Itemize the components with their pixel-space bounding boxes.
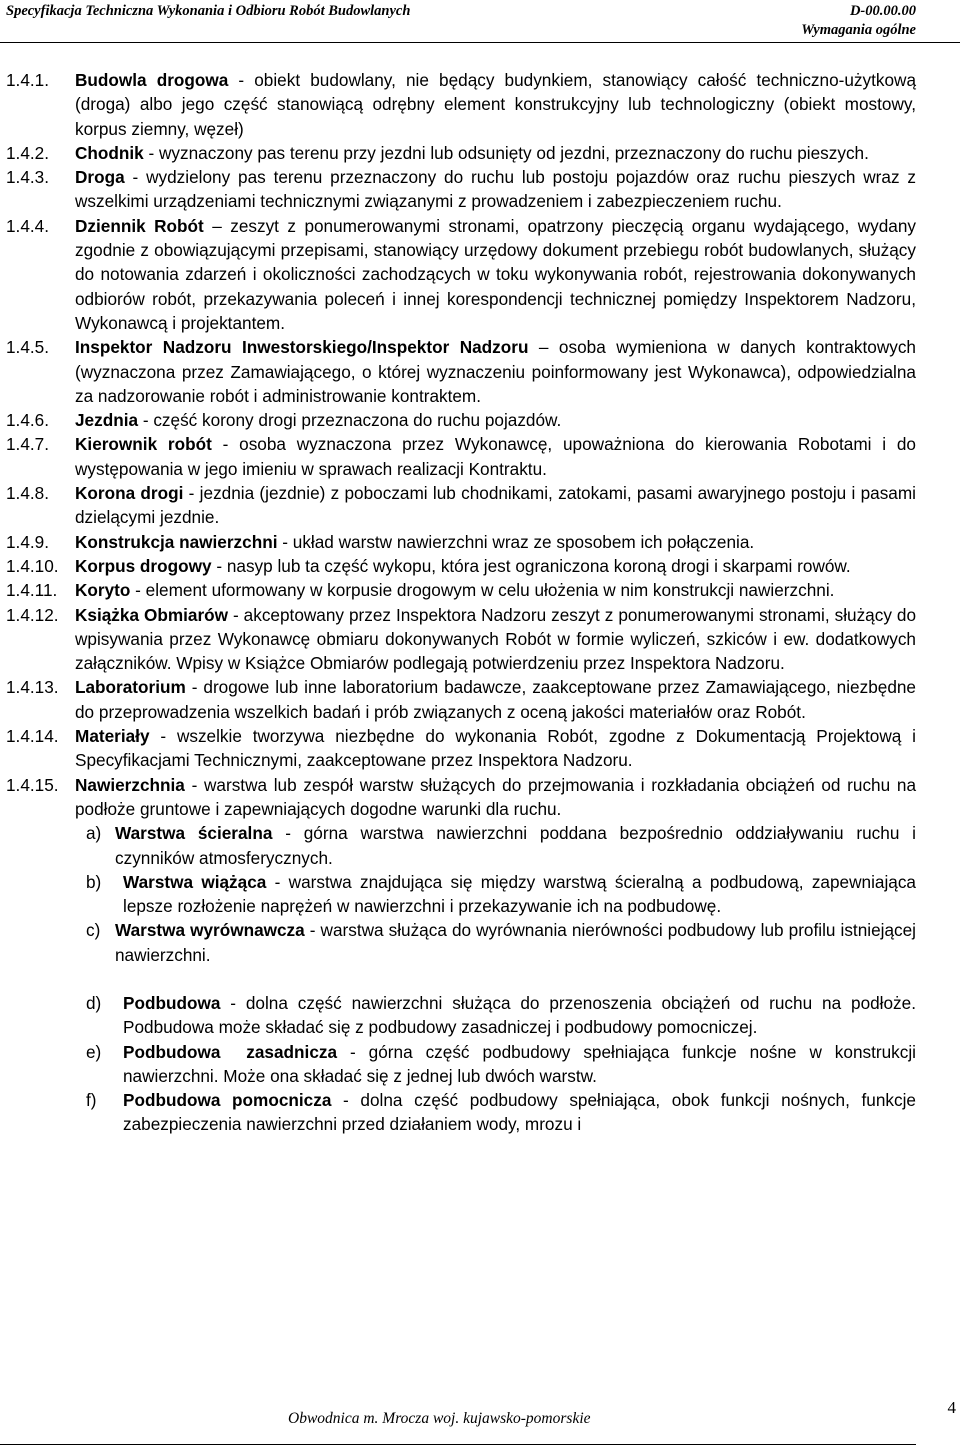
definition-term: Kierownik robót xyxy=(75,434,212,455)
definition-number: 1.4.8. xyxy=(6,483,50,504)
sublist-letter: f) xyxy=(86,1090,97,1111)
definition-text: - wszelkie tworzywa niezbędne do wykonania Robót, zgodne z Dokumentacją Projektową i Specyfikacjami Technicznymi, zaakceptowane przez Inspektora Nadzoru. xyxy=(75,726,916,771)
document-subtitle: Wymagania ogólne xyxy=(801,22,916,38)
sublist-text: - warstwa służąca do wyrównania nierówności podbudowy lub profilu istniejącej nawierzchni. xyxy=(115,920,916,965)
definition-item xyxy=(6,675,916,724)
sublist-term: Warstwa wyrównawcza xyxy=(115,920,305,941)
footer-rule xyxy=(0,1444,916,1445)
definition-number: 1.4.5. xyxy=(6,337,50,358)
definition-term: Laboratorium xyxy=(75,677,186,698)
definition-text: - nasyp lub ta część wykopu, która jest ograniczona koroną drogi i skarpami rowów. xyxy=(211,555,851,576)
definition-text: - element uformowany w korpusie drogowym w celu ułożenia w nim konstrukcji nawierzchni. xyxy=(130,580,835,601)
definition-item xyxy=(6,603,916,676)
definition-number: 1.4.11. xyxy=(6,580,58,601)
definition-number: 1.4.9. xyxy=(6,531,50,552)
definition-text: – osoba wymieniona w danych kontraktowych (wyznaczona przez Zamawiającego, o której wyznaczeniu poinformowany jest Wykonawca), odpowiedzialna za nadzorowanie robót i administrowanie kontraktem. xyxy=(75,337,916,406)
definition-item xyxy=(6,165,916,214)
definition-term: Nawierzchnia xyxy=(75,774,185,795)
definition-number: 1.4.13. xyxy=(6,677,59,698)
definition-number: 1.4.2. xyxy=(6,142,50,163)
definition-number: 1.4.4. xyxy=(6,215,50,236)
definition-item xyxy=(6,554,916,578)
definition-number: 1.4.1. xyxy=(6,70,50,90)
definition-term: Droga xyxy=(75,167,125,188)
definition-term: Budowla drogowa xyxy=(75,70,229,90)
definition-item xyxy=(6,724,916,773)
sublist-item xyxy=(86,870,916,919)
sublist-item xyxy=(86,918,916,967)
definition-text: - wydzielony pas terenu przeznaczony do ruchu lub postoju pojazdów oraz ruchu pieszych wraz z wszelkimi urządzeniami technicznymi związanymi z prowadzeniem i zabezpieczeniem ruchu. xyxy=(75,167,916,212)
definition-term: Jezdnia xyxy=(75,410,139,431)
definition-text: - układ warstw nawierzchni wraz ze sposobem ich połączenia. xyxy=(277,531,755,552)
sublist-letter: b) xyxy=(86,871,102,892)
definition-term: Dziennik Robót xyxy=(75,215,204,236)
sublist-term: Podbudowa pomocnicza xyxy=(123,1090,332,1111)
sublist-text: - warstwa znajdująca się między warstwą ścieralną a podbudową, zapewniająca lepsze rozłożenie naprężeń w nawierzchni i przekazywanie ich na podbudowę. xyxy=(123,871,916,917)
page-number: 4 xyxy=(947,1398,956,1417)
sublist-term: Podbudowa zasadnicza xyxy=(123,1041,338,1062)
definition-term: Inspektor Nadzoru Inwestorskiego/Inspektor Nadzoru xyxy=(75,337,529,358)
definition-text: - obiekt budowlany, nie będący budynkiem, stanowiący całość techniczno-użytkową (droga) albo jego część stanowiącą odrębny element konstrukcyjny lub technologiczny (obiekt mostowy, korpus ziemny, węzeł) xyxy=(75,70,916,139)
header-rule xyxy=(0,42,960,43)
document-title: Specyfikacja Techniczna Wykonania i Odbioru Robót Budowlanych xyxy=(6,3,411,19)
definition-term: Koryto xyxy=(75,580,131,601)
sublist-letter: e) xyxy=(86,1041,102,1062)
sublist-term: Warstwa ścieralna xyxy=(115,823,273,844)
definition-item xyxy=(6,481,916,530)
sublist-text: - dolna część podbudowy spełniająca, obok funkcji nośnych, funkcje zabezpieczenia nawierzchni przed działaniem wody, mrozu i xyxy=(123,1090,916,1135)
sublist-item xyxy=(86,1088,916,1137)
sublist-text: - górna część podbudowy spełniająca funkcje nośne w konstrukcji nawierzchni. Może ona składać się z jednej lub dwóch warstw. xyxy=(123,1041,916,1086)
definition-number: 1.4.10. xyxy=(6,555,59,576)
definition-term: Konstrukcja nawierzchni xyxy=(75,531,278,552)
definition-text: – zeszyt z ponumerowanymi stronami, opatrzony pieczęcią organu wydającego, wydany zgodnie z obowiązującymi przepisami, stanowiący urzędowy dokument przebiegu robót budowlanych, służący do notowania zdarzeń i okoliczności zachodzących w toku wykonywania robót, rejestrowania dokonywanych odbiorów robót, przekazywania poleceń i innej korespondencji technicznej pomiędzy Inspektorem Nadzoru, Wykonawcą i projektantem. xyxy=(75,215,916,333)
definition-item xyxy=(6,335,916,408)
sublist-item xyxy=(86,991,916,1040)
sublist-term: Podbudowa xyxy=(123,992,221,1013)
definition-number: 1.4.15. xyxy=(6,774,59,795)
document-code: D-00.00.00 xyxy=(849,3,916,19)
definition-text: - drogowe lub inne laboratorium badawcze, zaakceptowane przez Zamawiającego, niezbędne do przeprowadzenia wszelkich badań i prób związanych z oceną jakości materiałów oraz Robót. xyxy=(75,677,916,722)
definition-number: 1.4.6. xyxy=(6,410,50,431)
sublist-term: Warstwa wiążąca xyxy=(123,871,267,892)
definition-term: Książka Obmiarów xyxy=(75,604,229,625)
definition-number: 1.4.12. xyxy=(6,604,59,625)
definition-item xyxy=(6,408,916,432)
definition-text: - jezdnia (jezdnie) z poboczami lub chodnikami, zatokami, pasami awaryjnego postoju i pasami dzielącymi jezdnie. xyxy=(75,483,916,528)
definition-item xyxy=(6,432,916,481)
sublist-text: - dolna część nawierzchni służąca do przenoszenia obciążeń od ruchu na podłoże. Podbudowa może składać się z podbudowy zasadniczej i podbudowy pomocniczej. xyxy=(123,992,916,1038)
definition-item xyxy=(6,530,916,554)
definition-term: Korona drogi xyxy=(75,483,184,504)
definition-item xyxy=(6,214,916,335)
definitions-body xyxy=(6,68,916,1137)
definition-item xyxy=(6,68,916,141)
definition-number: 1.4.7. xyxy=(6,434,50,455)
definition-number: 1.4.14. xyxy=(6,726,59,747)
spacer xyxy=(6,967,916,991)
definition-term: Materiały xyxy=(75,726,150,747)
definition-item xyxy=(6,578,916,602)
definition-item xyxy=(6,773,916,822)
sublist-letter: c) xyxy=(86,920,101,941)
sublist-item xyxy=(86,1040,916,1089)
definition-text: - akceptowany przez Inspektora Nadzoru zeszyt z ponumerowanymi stronami, służący do wpisywania przez Wykonawcę obmiaru dokonywanych Robót w formie wyliczeń, szkiców i ew. dodatkowych załączników. Wpisy w Książce Obmiarów podlegają potwierdzeniu przez Inspektora Nadzoru. xyxy=(75,604,916,674)
sublist-item xyxy=(86,821,916,870)
definition-number: 1.4.3. xyxy=(6,167,50,188)
definition-term: Chodnik xyxy=(75,142,144,163)
definition-text: - warstwa lub zespół warstw służących do przejmowania i rozkładania obciążeń od ruchu na podłoże gruntowe i zapewniających dogodne warunki dla ruchu. xyxy=(75,774,916,819)
definition-term: Korpus drogowy xyxy=(75,555,212,576)
sublist-letter: a) xyxy=(86,823,102,844)
definition-text: - osoba wyznaczona przez Wykonawcę, upoważniona do kierowania Robotami i do występowania w jego imieniu w sprawach realizacji Kontraktu. xyxy=(75,434,916,479)
definition-item xyxy=(6,141,916,165)
page-header xyxy=(0,0,960,48)
sublist-text: - górna warstwa nawierzchni poddana bezpośrednio oddziaływaniu ruchu i czynników atmosferycznych. xyxy=(115,823,916,868)
definition-text: - część korony drogi przeznaczona do ruchu pojazdów. xyxy=(138,410,562,431)
footer-project: Obwodnica m. Mrocza woj. kujawsko-pomorskie xyxy=(288,1410,591,1427)
sublist-letter: d) xyxy=(86,992,102,1013)
definition-text: - wyznaczony pas terenu przy jezdni lub odsunięty od jezdni, przeznaczony do ruchu pieszych. xyxy=(143,142,869,163)
